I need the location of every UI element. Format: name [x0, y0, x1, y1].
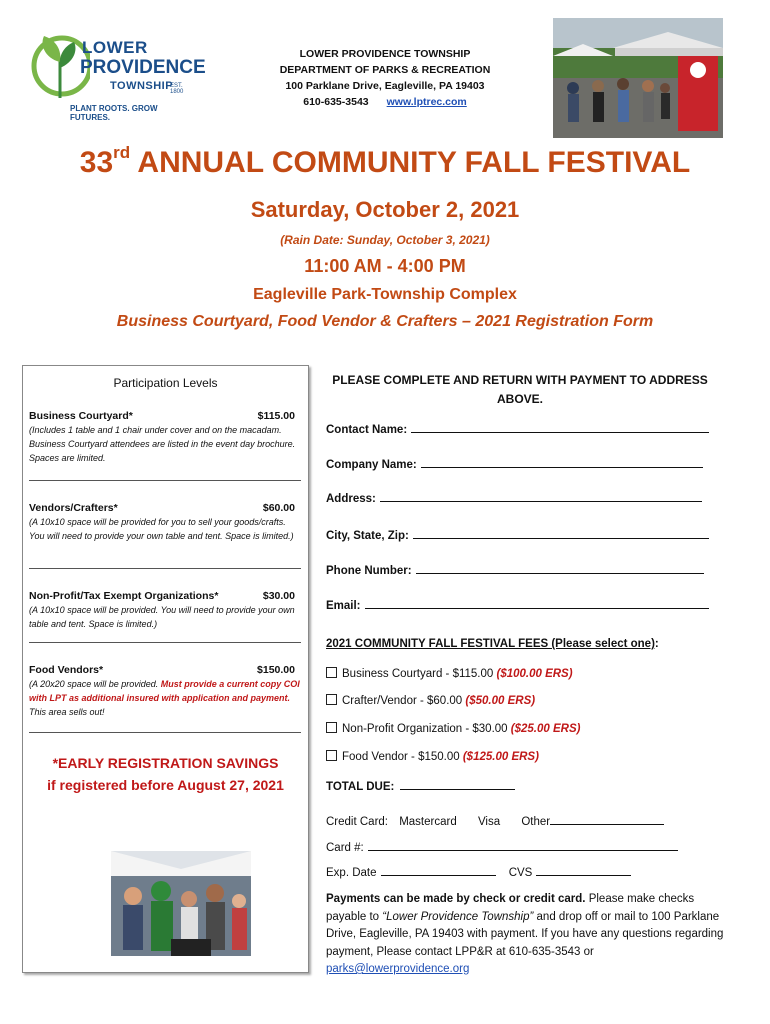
- total-due-field[interactable]: [326, 777, 515, 793]
- address-field[interactable]: [326, 489, 702, 505]
- checkbox[interactable]: [326, 667, 337, 678]
- title-text: ANNUAL COMMUNITY FALL FESTIVAL: [137, 146, 691, 179]
- expiry-cvs-row: [326, 863, 631, 879]
- level-vendors-crafters: [29, 502, 301, 543]
- fee-ers-price: ($125.00 ERS): [462, 751, 539, 763]
- cvs-input[interactable]: [536, 863, 631, 876]
- checkbox[interactable]: [326, 694, 337, 705]
- fee-label: Business Courtyard - $115.00: [342, 668, 497, 680]
- level-description: (A 10x10 space will be provided for you to sell your goods/crafts. You will need to provide your own table and tent. Space is limited.): [29, 517, 294, 541]
- level-food-vendors: [29, 664, 301, 719]
- address-label: Address:: [326, 493, 376, 505]
- header-phone: 610-635-3543: [303, 96, 369, 108]
- company-name-field[interactable]: [326, 455, 703, 471]
- cvs-label: CVS: [508, 867, 533, 879]
- festival-tents-photo: [553, 18, 723, 138]
- festival-crowd-image: [111, 851, 251, 956]
- city-state-zip-label: City, State, Zip:: [326, 530, 409, 542]
- header-website-link[interactable]: www.lptrec.com: [386, 96, 467, 108]
- fees-heading-text: 2021 COMMUNITY FALL FESTIVAL FEES (Please select one): [326, 638, 655, 650]
- company-name-label: Company Name:: [326, 459, 417, 471]
- checkbox[interactable]: [326, 722, 337, 733]
- form-instructions: PLEASE COMPLETE AND RETURN WITH PAYMENT TO ADDRESS ABOVE.: [332, 373, 708, 406]
- payment-text-2: and drop off or mail to 100 Parklane Drive, Eagleville, PA 19403 with payment. If you have any questions regarding payment, Please contact LPP&R at 610-635-3543 or: [326, 910, 724, 958]
- level-price: $30.00: [262, 590, 295, 602]
- fee-option-food-vendor[interactable]: [326, 750, 539, 763]
- level-price: $150.00: [257, 664, 295, 676]
- fee-ers-price: ($50.00 ERS): [465, 695, 536, 707]
- other-option[interactable]: Other: [521, 816, 551, 828]
- participation-levels-box: [22, 365, 309, 973]
- divider: [29, 642, 301, 643]
- event-time: 11:00 AM - 4:00 PM: [304, 256, 466, 276]
- form-title: Business Courtyard, Food Vendor & Crafters – 2021 Registration Form: [116, 313, 654, 330]
- visa-option[interactable]: Visa: [477, 816, 501, 828]
- card-number-field[interactable]: [326, 838, 678, 854]
- address-input[interactable]: [380, 489, 702, 502]
- divider: [29, 568, 301, 569]
- email-field[interactable]: [326, 596, 709, 612]
- level-description-end: This area sells out!: [29, 707, 105, 717]
- header-address-block: [265, 46, 505, 110]
- fee-option-business-courtyard[interactable]: [326, 667, 573, 680]
- contact-name-input[interactable]: [411, 420, 709, 433]
- total-due-input[interactable]: [400, 777, 515, 790]
- title-number: 33: [79, 146, 114, 179]
- payment-text-1: Please make checks payable to: [326, 893, 695, 923]
- level-description: (Includes 1 table and 1 chair under cover and on the macadam. Business Courtyard attendees are listed in the event day brochure. Spaces are limited.: [29, 425, 296, 463]
- early-line-1: *EARLY REGISTRATION SAVINGS: [52, 755, 279, 771]
- level-price: $115.00: [257, 410, 295, 422]
- exp-date-label: Exp. Date: [326, 867, 377, 879]
- contact-name-label: Contact Name:: [326, 424, 408, 436]
- divider: [29, 480, 301, 481]
- logo-est: EST. 1800: [170, 83, 184, 95]
- fee-label: Crafter/Vendor - $60.00: [342, 695, 466, 707]
- level-description: [29, 677, 301, 719]
- early-line-2: if registered before August 27, 2021: [47, 777, 284, 793]
- fee-option-crafter-vendor[interactable]: [326, 694, 535, 707]
- event-location: Eagleville Park-Township Complex: [253, 286, 517, 303]
- logo-tagline: PLANT ROOTS. GROW FUTURES.: [70, 104, 158, 122]
- level-description: (A 10x10 space will be provided. You will need to provide your own table and tent. Space is limited.): [29, 605, 295, 629]
- fees-heading-colon: :: [654, 638, 659, 650]
- fee-label: Non-Profit Organization - $30.00: [342, 723, 511, 735]
- festival-crowd-photo: [111, 851, 251, 956]
- credit-card-label: Credit Card:: [326, 816, 388, 828]
- fee-option-non-profit[interactable]: [326, 722, 580, 735]
- phone-number-label: Phone Number:: [326, 565, 412, 577]
- email-label: Email:: [326, 600, 361, 612]
- level-business-courtyard: [29, 410, 301, 465]
- company-name-input[interactable]: [421, 455, 703, 468]
- payment-instructions: [326, 891, 726, 979]
- email-input[interactable]: [365, 596, 709, 609]
- fee-ers-price: ($100.00 ERS): [496, 668, 573, 680]
- level-price: $60.00: [262, 502, 295, 514]
- festival-tents-image: [553, 18, 723, 138]
- checkbox[interactable]: [326, 750, 337, 761]
- level-description-start: (A 20x20 space will be provided.: [29, 679, 161, 689]
- header-contact-line: [265, 94, 505, 110]
- city-state-zip-input[interactable]: [413, 526, 709, 539]
- early-registration-notice: [23, 752, 308, 796]
- page-title: [0, 143, 770, 180]
- fee-ers-price: ($25.00 ERS): [510, 723, 581, 735]
- city-state-zip-field[interactable]: [326, 526, 709, 542]
- rain-date: (Rain Date: Sunday, October 3, 2021): [280, 233, 490, 247]
- level-non-profit: [29, 590, 301, 631]
- township-logo: [30, 28, 206, 124]
- phone-number-field[interactable]: [326, 561, 704, 577]
- level-name: Non-Profit/Tax Exempt Organizations*: [29, 590, 219, 602]
- header-org: LOWER PROVIDENCE TOWNSHIP: [299, 48, 471, 60]
- card-number-input[interactable]: [368, 838, 678, 851]
- title-suffix: rd: [113, 143, 131, 162]
- header-dept: DEPARTMENT OF PARKS & RECREATION: [279, 64, 491, 76]
- phone-number-input[interactable]: [416, 561, 704, 574]
- level-name: Food Vendors*: [29, 664, 104, 676]
- credit-card-row: [326, 812, 664, 828]
- participation-levels-heading: Participation Levels: [113, 376, 218, 390]
- fee-label: Food Vendor - $150.00: [342, 751, 463, 763]
- level-name: Business Courtyard*: [29, 410, 133, 422]
- logo-line-2: PROVIDENCE: [80, 57, 206, 78]
- level-name: Vendors/Crafters*: [29, 502, 118, 514]
- fees-heading: [326, 638, 659, 650]
- card-number-label: Card #:: [326, 842, 364, 854]
- header-address: 100 Parklane Drive, Eagleville, PA 19403: [285, 80, 485, 92]
- event-date: Saturday, October 2, 2021: [250, 197, 520, 222]
- other-card-input[interactable]: [550, 812, 664, 825]
- total-due-label: TOTAL DUE:: [326, 781, 395, 793]
- level-description-warning: Must provide a current copy COI with LPT as additional insured with application and payment.: [29, 679, 300, 703]
- payment-payee: “Lower Providence Township”: [382, 910, 534, 923]
- mastercard-option[interactable]: Mastercard: [399, 816, 457, 828]
- payment-bold: Payments can be made by check or credit card.: [326, 893, 586, 905]
- divider: [29, 732, 301, 733]
- logo-line-3: TOWNSHIP: [110, 80, 174, 92]
- exp-date-input[interactable]: [381, 863, 496, 876]
- logo-line-1: LOWER: [82, 38, 148, 57]
- parks-email-link[interactable]: parks@lowerprovidence.org: [326, 963, 470, 975]
- contact-name-field[interactable]: [326, 420, 709, 436]
